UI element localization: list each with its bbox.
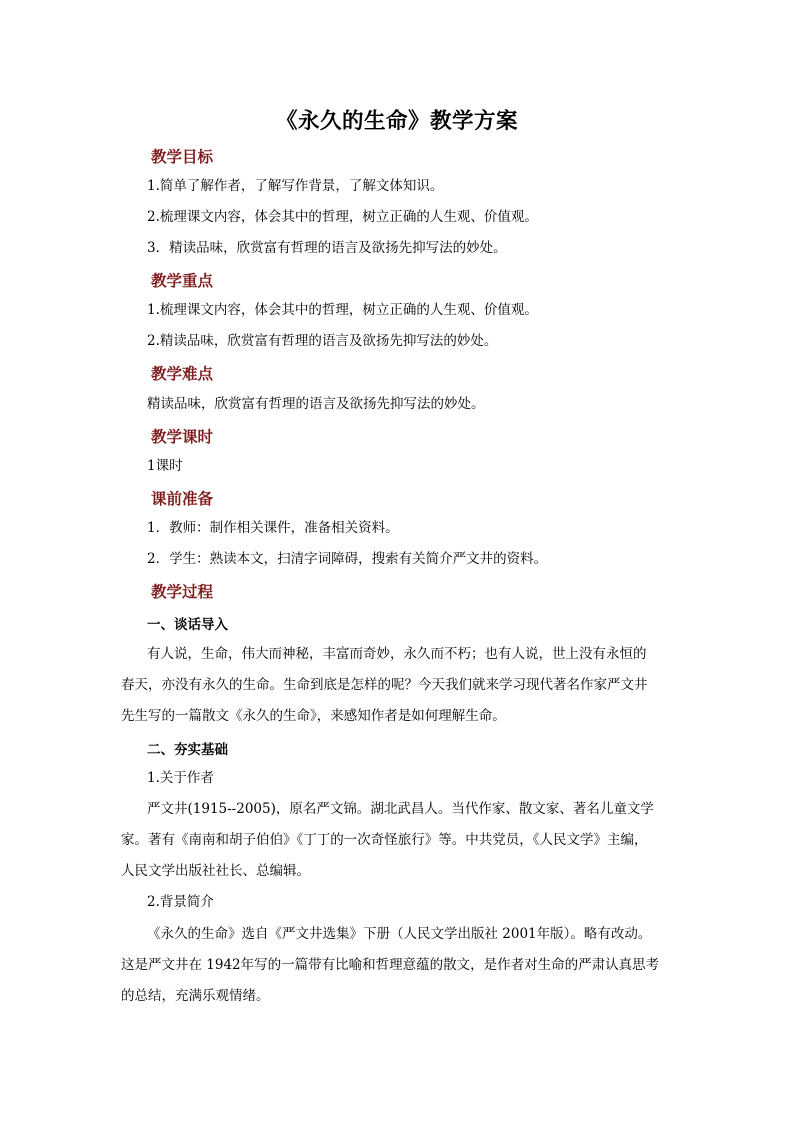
section-heading-process: 教学过程 <box>151 582 214 601</box>
section-heading-preparation: 课前准备 <box>151 489 214 508</box>
about-author-line-1: 严文井(1915--2005)，原名严文锦。湖北武昌人。当代作家、散文家、著名儿童文学 <box>147 801 654 817</box>
preparation-item-1: 1．教师：制作相关课件，准备相关资料。 <box>147 520 399 536</box>
section-heading-class-hours: 教学课时 <box>151 427 214 446</box>
key-point-item-2: 2.精读品味，欣赏富有哲理的语言及欲扬先抑写法的妙处。 <box>147 333 498 349</box>
intro-paragraph-line-1: 有人说，生命，伟大而神秘，丰富而奇妙，永久而不朽；也有人说，世上没有永恒的 <box>147 646 647 662</box>
about-author-label: 1.关于作者 <box>147 770 214 786</box>
process-part1-heading: 一、谈话导入 <box>147 617 228 633</box>
background-line-2: 这是严文井在 1942年写的一篇带有比喻和哲理意蕴的散文，是作者对生命的严肃认真思考 <box>121 957 660 973</box>
preparation-item-2: 2．学生：熟读本文，扫清字词障碍，搜索有关简介严文井的资料。 <box>147 551 548 567</box>
difficulty-text: 精读品味，欣赏富有哲理的语言及欲扬先抑写法的妙处。 <box>147 396 485 412</box>
intro-paragraph-line-2: 春天，亦没有永久的生命。生命到底是怎样的呢？今天我们就来学习现代著名作家严文井 <box>121 677 648 693</box>
process-part2-heading: 二、夯实基础 <box>147 742 228 758</box>
background-label: 2.背景简介 <box>147 894 214 910</box>
about-author-line-3: 人民文学出版社社长、总编辑。 <box>121 863 310 879</box>
key-point-item-1: 1.梳理课文内容，体会其中的哲理，树立正确的人生观、价值观。 <box>147 302 538 318</box>
goal-item-2: 2.梳理课文内容，体会其中的哲理，树立正确的人生观、价值观。 <box>147 209 538 225</box>
intro-paragraph-line-3: 先生写的一篇散文《永久的生命》，来感知作者是如何理解生命。 <box>121 708 506 724</box>
section-heading-key-points: 教学重点 <box>151 271 214 290</box>
background-line-1: 《永久的生命》选自《严文井选集》下册（人民文学出版社 2001年版）。略有改动。 <box>147 926 652 942</box>
goal-item-3: 3．精读品味，欣赏富有哲理的语言及欲扬先抑写法的妙处。 <box>147 240 507 256</box>
section-heading-goals: 教学目标 <box>151 147 214 166</box>
class-hours-text: 1课时 <box>147 458 183 474</box>
goal-item-1: 1.简单了解作者，了解写作背景，了解文体知识。 <box>147 178 444 194</box>
section-heading-difficulties: 教学难点 <box>151 364 214 383</box>
background-line-3: 的总结，充满乐观情绪。 <box>121 988 270 1004</box>
document-title: 《永久的生命》教学方案 <box>275 109 518 134</box>
about-author-line-2: 家。著有《南南和胡子伯伯》《丁丁的一次奇怪旅行》等。中共党员，《人民文学》主编， <box>121 832 648 848</box>
